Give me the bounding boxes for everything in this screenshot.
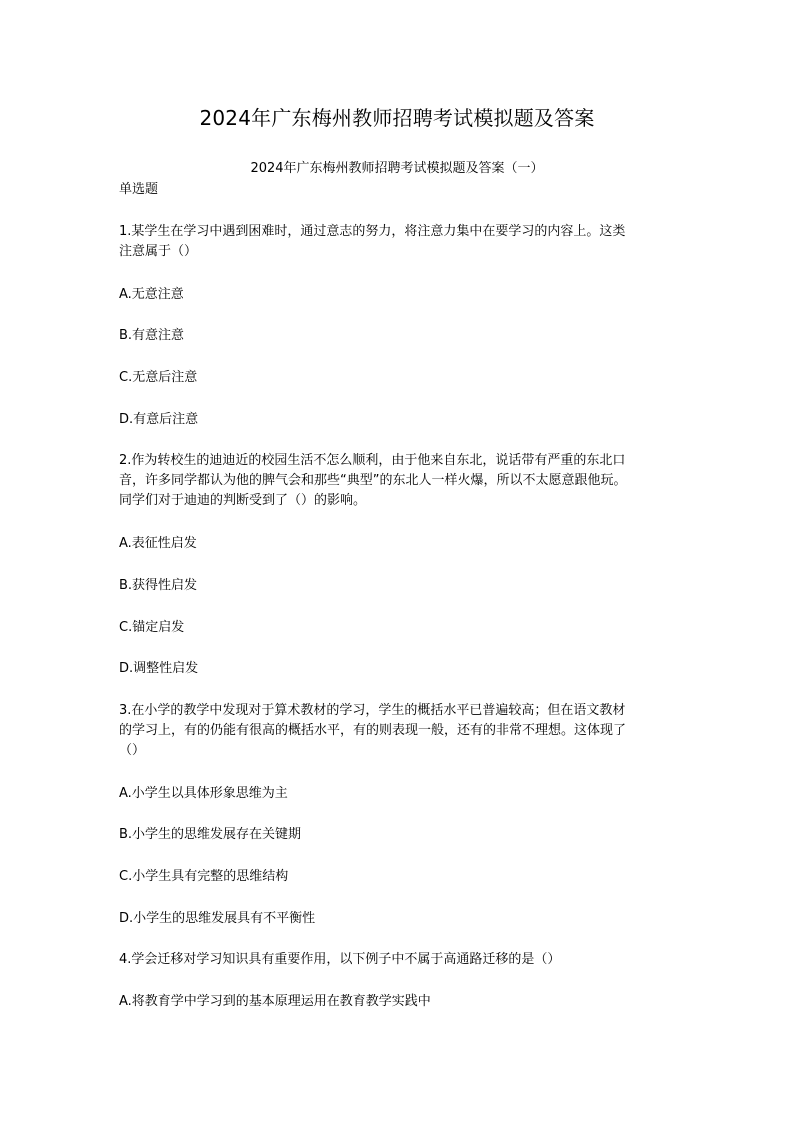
- answer-option: A.无意注意: [119, 287, 184, 302]
- question-stem-line: 1.某学生在学习中遇到困难时，通过意志的努力，将注意力集中在要学习的内容上。这类: [119, 224, 626, 239]
- answer-option: C.小学生具有完整的思维结构: [119, 869, 289, 884]
- answer-option: A.将教育学中学习到的基本原理运用在教育教学实践中: [119, 994, 431, 1009]
- question-stem: [119, 701, 679, 761]
- answer-option: A.小学生以具体形象思维为主: [119, 786, 288, 801]
- answer-option: D.小学生的思维发展具有不平衡性: [119, 911, 316, 926]
- answer-option: C.无意后注意: [119, 370, 198, 385]
- question-stem-line: 的学习上，有的仍能有很高的概括水平，有的则表现一般，还有的非常不理想。这体现了: [119, 723, 627, 738]
- document-subtitle: 2024年广东梅州教师招聘考试模拟题及答案（一）: [250, 161, 544, 176]
- question-stem-line: （）: [119, 743, 146, 758]
- answer-option: A.表征性启发: [119, 536, 197, 551]
- question-stem-line: 同学们对于迪迪的判断受到了（）的影响。: [119, 493, 367, 508]
- question-stem-line: 注意属于（）: [119, 244, 198, 259]
- question-stem-line: 音，许多同学都认为他的脾气会和那些“典型”的东北人一样火爆，所以不太愿意跟他玩。: [119, 473, 627, 488]
- answer-option: B.获得性启发: [119, 578, 198, 593]
- answer-option: B.有意注意: [119, 328, 185, 343]
- question-stem: [119, 451, 679, 511]
- section-label: 单选题: [119, 182, 159, 197]
- question-stem: [119, 222, 679, 262]
- answer-option: D.有意后注意: [119, 412, 199, 427]
- question-stem: [119, 950, 679, 970]
- question-stem-line: 3.在小学的教学中发现对于算术教材的学习，学生的概括水平已普遍较高；但在语文教材: [119, 703, 626, 718]
- document-title: 2024年广东梅州教师招聘考试模拟题及答案: [199, 106, 595, 130]
- question-stem-line: 4.学会迁移对学习知识具有重要作用，以下例子中不属于高通路迁移的是（）: [119, 952, 561, 967]
- answer-option: D.调整性启发: [119, 661, 199, 676]
- question-stem-line: 2.作为转校生的迪迪近的校园生活不怎么顺利，由于他来自东北，说话带有严重的东北口: [119, 453, 626, 468]
- answer-option: B.小学生的思维发展存在关键期: [119, 827, 302, 842]
- answer-option: C.锚定启发: [119, 620, 185, 635]
